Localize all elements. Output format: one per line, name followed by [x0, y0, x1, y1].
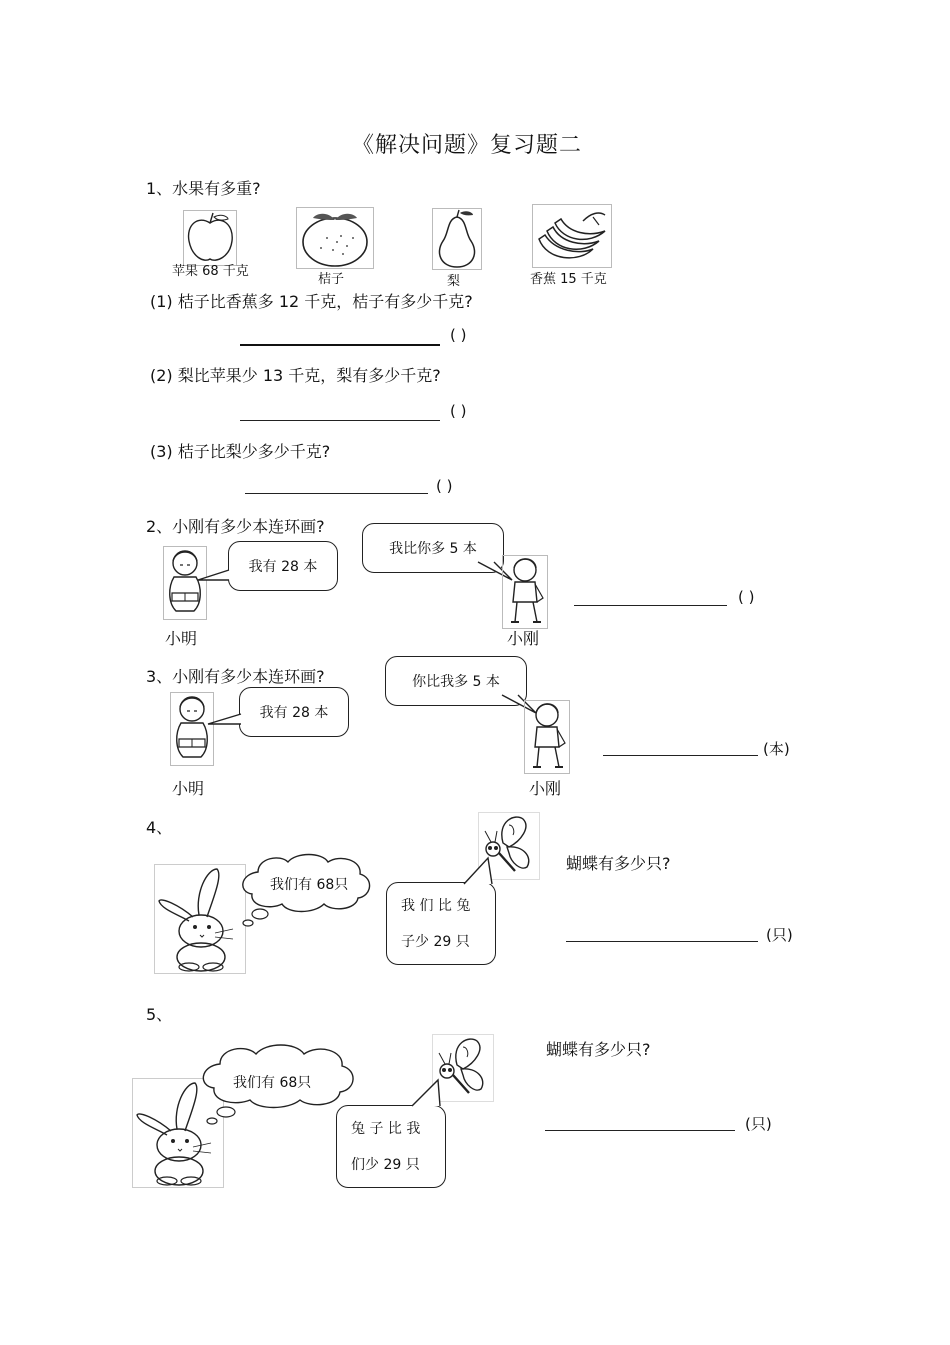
- orange-label: 桔子: [318, 272, 345, 287]
- boy-walking-icon: [525, 701, 569, 773]
- answer-paren-q1-1[interactable]: ( ): [450, 326, 467, 344]
- speech-tail: [206, 712, 244, 732]
- answer-line-q2[interactable]: [574, 605, 727, 606]
- q5-heading: 5、: [146, 1005, 173, 1024]
- answer-line-q1-3[interactable]: [245, 493, 428, 494]
- pear-label: 梨: [447, 274, 461, 289]
- answer-line-q1-2[interactable]: [240, 420, 440, 421]
- xiaogang-speech-text: 我比你多 5 本: [389, 541, 477, 557]
- apple-icon: [184, 211, 236, 265]
- answer-paren-q1-2[interactable]: ( ): [450, 402, 467, 420]
- q4-question: 蝴蝶有多少只?: [566, 854, 671, 873]
- rabbit-thought-text: 我们有 68只: [233, 1075, 312, 1091]
- answer-unit-q5[interactable]: (只): [745, 1115, 772, 1133]
- butterfly-speech-bubble: [336, 1105, 446, 1188]
- butterfly-speech-line2: 们少 29 只: [351, 1156, 420, 1173]
- answer-line-q3[interactable]: [603, 755, 758, 756]
- orange-picture: [296, 207, 374, 269]
- orange-icon: [297, 208, 373, 268]
- q1-heading: 1、水果有多重?: [146, 179, 261, 198]
- apple-picture: [183, 210, 237, 266]
- q1-sub1: (1) 桔子比香蕉多 12 千克，桔子有多少千克?: [150, 292, 473, 311]
- banana-picture: [532, 204, 612, 268]
- rabbit-thought-text: 我们有 68只: [270, 877, 349, 893]
- butterfly-speech-line1: 我 们 比 兔: [401, 897, 471, 914]
- xiaoming-speech-bubble: [228, 541, 338, 591]
- butterfly-speech-line2: 子少 29 只: [401, 933, 470, 950]
- xiaogang-picture: [502, 555, 548, 629]
- butterfly-speech-line1: 兔 子 比 我: [351, 1120, 421, 1137]
- answer-paren-q1-3[interactable]: ( ): [436, 477, 453, 495]
- boy-walking-icon: [503, 556, 547, 628]
- speech-tail: [196, 568, 232, 588]
- xiaogang-picture: [524, 700, 570, 774]
- answer-line-q1-1[interactable]: [240, 344, 440, 346]
- xiaoming-name: 小明: [172, 779, 205, 798]
- q5-question: 蝴蝶有多少只?: [546, 1040, 651, 1059]
- page-title: 《解决问题》复习题二: [352, 133, 583, 158]
- rabbit-picture: [154, 864, 246, 974]
- rabbit-icon: [155, 865, 245, 973]
- xiaogang-speech-text: 你比我多 5 本: [412, 674, 500, 690]
- pear-icon: [433, 209, 481, 269]
- banana-icon: [533, 205, 611, 267]
- xiaoming-speech-text: 我有 28 本: [248, 559, 318, 575]
- q1-sub2: (2) 梨比苹果少 13 千克，梨有多少千克?: [150, 366, 441, 385]
- apple-label: 苹果 68 千克: [172, 264, 249, 279]
- butterfly-speech-bubble: [386, 882, 496, 965]
- xiaogang-name: 小刚: [529, 779, 562, 798]
- speech-tail: [410, 1078, 446, 1108]
- q4-heading: 4、: [146, 818, 173, 837]
- answer-unit-q3[interactable]: (本): [763, 740, 790, 758]
- answer-line-q5[interactable]: [545, 1130, 735, 1131]
- xiaoming-speech-bubble: [239, 687, 349, 737]
- pear-picture: [432, 208, 482, 270]
- q1-sub3: (3) 桔子比梨少多少千克?: [150, 442, 331, 461]
- q3-heading: 3、小刚有多少本连环画?: [146, 667, 325, 686]
- banana-label: 香蕉 15 千克: [530, 272, 607, 287]
- xiaoming-name: 小明: [165, 629, 198, 648]
- answer-paren-q2[interactable]: ( ): [738, 588, 755, 606]
- xiaogang-name: 小刚: [507, 629, 540, 648]
- answer-unit-q4[interactable]: (只): [766, 926, 793, 944]
- answer-line-q4[interactable]: [566, 941, 758, 942]
- speech-tail: [462, 856, 498, 886]
- xiaoming-speech-text: 我有 28 本: [259, 705, 329, 721]
- q2-heading: 2、小刚有多少本连环画?: [146, 517, 325, 536]
